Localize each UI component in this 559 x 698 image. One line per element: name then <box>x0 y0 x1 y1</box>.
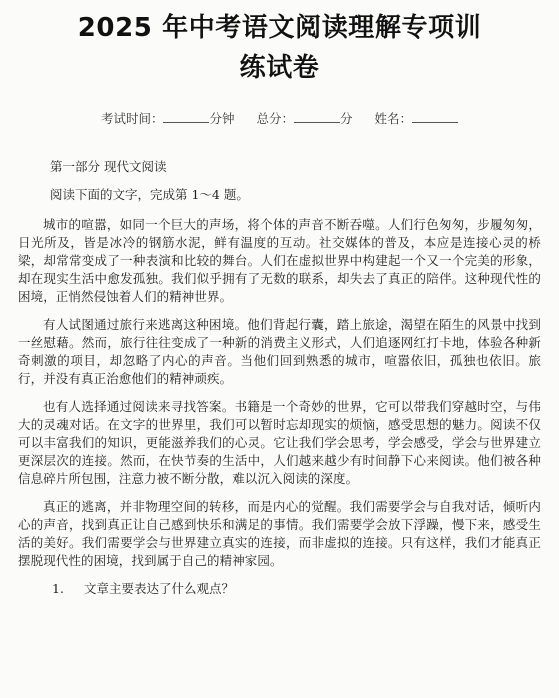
exam-title-line-2: 练试卷 <box>239 53 320 83</box>
exam-title <box>18 0 541 88</box>
name-label: 姓名： <box>374 111 413 126</box>
exam-title-line-1: 2025 年中考语文阅读理解专项训 <box>77 13 482 43</box>
total-score-label: 总分： <box>256 111 294 126</box>
total-score-blank[interactable] <box>294 110 340 123</box>
total-score-unit: 分 <box>340 111 353 126</box>
section-title: 第一部分 现代文阅读 <box>50 159 167 174</box>
exam-info-row <box>18 110 541 128</box>
total-score-field <box>256 110 352 128</box>
name-field <box>375 110 459 128</box>
reading-instruction: 阅读下面的文字，完成第 1～4 题。 <box>50 187 249 202</box>
exam-time-blank[interactable] <box>163 110 209 123</box>
passage-paragraph-2: 有人试图通过旅行来逃离这种困境。他们背起行囊，踏上旅途，渴望在陌生的风景中找到一丝慰藉。然而，旅行往往变成了一种新的消费主义形式，人们追逐网红打卡地，体验各种新奇刺激的项目，却忽略了内心的声音。当他们回到熟悉的城市，喧嚣依旧，孤独也依旧。旅行，并没有真正治愈他们的精神顽疾。 <box>18 317 541 386</box>
passage-paragraph-3: 也有人选择通过阅读来寻找答案。书籍是一个奇妙的世界，它可以带我们穿越时空，与伟大的灵魂对话。在文字的世界里，我们可以暂时忘却现实的烦恼，感受思想的魅力。阅读不仅可以丰富我们的知识，更能滋养我们的心灵。它让我们学会思考，学会感受，学会与世界建立更深层次的连接。然而，在快节奏的生活中，人们越来越少有时间静下心来阅读。他们被各种信息碎片所包围，注意力被不断分散，难以沉入阅读的深度。 <box>18 399 541 486</box>
passage-paragraph-1: 城市的喧嚣，如同一个巨大的声场，将个体的声音不断吞噬。人们行色匆匆，步履匆匆，日光所及，皆是冰冷的钢筋水泥，鲜有温度的互动。社交媒体的普及，本应是连接心灵的桥梁，却常常变成了一种表演和比较的舞台。人们在虚拟世界中构建起一个又一个完美的形象，却在现实生活中愈发孤独。我们似乎拥有了无数的联系，却失去了真正的陪伴。这种现代性的困境，正悄然侵蚀着人们的精神世界。 <box>18 217 541 304</box>
question-text: 文章主要表达了什么观点？ <box>84 581 235 596</box>
question-item <box>52 580 541 598</box>
question-number: 1. <box>52 581 64 596</box>
exam-time-field <box>101 110 235 128</box>
exam-time-label: 考试时间： <box>100 111 164 126</box>
passage-paragraph-4: 真正的逃离，并非物理空间的转移，而是内心的觉醒。我们需要学会与自我对话，倾听内心的声音，找到真正让自己感到快乐和满足的事情。我们需要学会放下浮躁，慢下来，感受生活的美好。我们需要学会与世界建立真实的连接，而非虚拟的连接。只有这样，我们才能真正摆脱现代性的困境，找到属于自己的精神家园。 <box>18 499 541 568</box>
name-blank[interactable] <box>412 110 458 123</box>
exam-time-unit: 分钟 <box>209 111 235 126</box>
reading-passage <box>18 216 541 570</box>
